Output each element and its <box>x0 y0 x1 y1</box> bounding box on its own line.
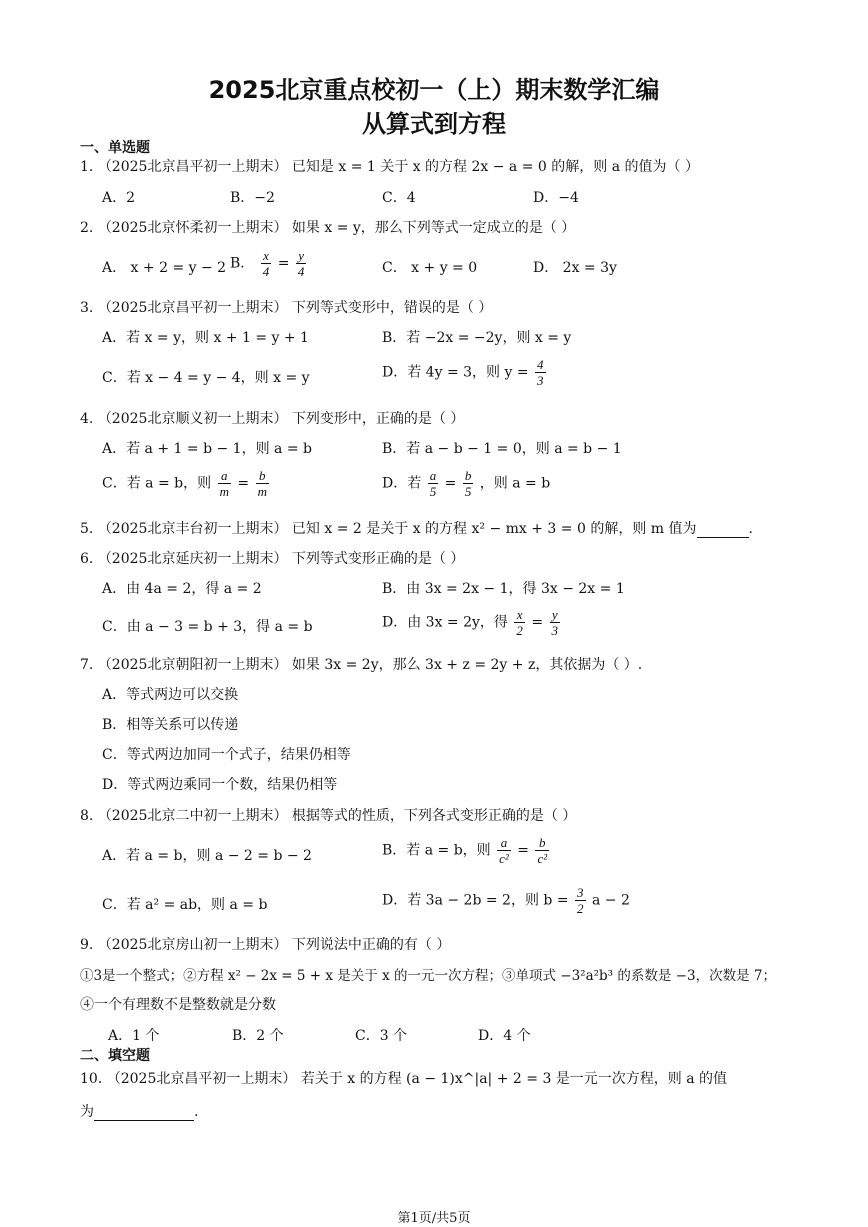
section-heading-fill-in: 二、填空题 <box>80 1048 150 1064</box>
question-8 <box>80 805 576 825</box>
q8-option-b: B．若 a = b，则 $\frac{a}{\text{c²}}$ = $\frac{b}{\text{c²}}$ <box>382 835 548 866</box>
q4-option-a: A．若 a + 1 = b − 1，则 a = b <box>102 441 312 457</box>
question-stem: 下列变形中，正确的是（ ） <box>291 411 465 427</box>
question-3 <box>80 297 492 317</box>
question-source: （2025北京昌平初一上期末） <box>97 300 288 316</box>
q2-option-d: D． 2x = 3y <box>533 260 617 276</box>
answer-blank <box>697 521 749 538</box>
question-number: 10. <box>80 1071 103 1087</box>
question-stem: 已知 x = 2 是关于 x 的方程 x² − mx + 3 = 0 的解，则 m 值为 <box>291 521 697 537</box>
question-6 <box>80 548 464 568</box>
q3-option-d: D．若 4y = 3，则 y = $\frac{4}{3}$ <box>382 357 544 388</box>
q4-option-b: B．若 a − b − 1 = 0，则 a = b − 1 <box>382 441 622 457</box>
q7-option-c: C．等式两边加同一个式子，结果仍相等 <box>102 747 351 763</box>
question-source: （2025北京二中初一上期末） <box>97 808 288 824</box>
q8-option-a: A．若 a = b，则 a − 2 = b − 2 <box>102 848 312 864</box>
question-stem: 已知是 x = 1 关于 x 的方程 2x − a = 0 的解，则 a 的值为（ ） <box>291 159 699 175</box>
q4-option-c: C．若 a = b，则 $\frac{a}{m}$ = $\frac{b}{m}$ <box>102 468 267 499</box>
fraction: $\frac{3}{2}$ <box>577 885 584 916</box>
fraction: $\frac{b}{\text{c²}}$ <box>537 835 548 866</box>
q3-option-a: A．若 x = y，则 x + 1 = y + 1 <box>102 330 309 346</box>
fraction: $\frac{y}{4}$ <box>297 248 305 279</box>
question-source: （2025北京昌平初一上期末） <box>97 159 288 175</box>
q2-option-c: C． x + y = 0 <box>382 260 478 276</box>
q1-option-c: C．4 <box>382 190 416 206</box>
question-2 <box>80 217 575 237</box>
question-source: （2025北京昌平初一上期末） <box>106 1071 297 1087</box>
fraction: $\frac{a}{5}$ <box>429 468 437 499</box>
fraction: $\frac{x}{2}$ <box>516 607 523 638</box>
question-stem: 下列等式变形中，错误的是（ ） <box>291 300 493 316</box>
fraction: $\frac{b}{5}$ <box>464 468 472 499</box>
question-number: 3. <box>80 300 94 316</box>
question-stem: 下列等式变形正确的是（ ） <box>291 551 465 567</box>
q4-option-d: D．若 $\frac{a}{5}$ = $\frac{b}{5}$ ，则 a = b <box>382 468 551 499</box>
question-source: （2025北京朝阳初一上期末） <box>97 657 288 673</box>
q2-option-a: A． x + 2 = y − 2 <box>102 260 227 276</box>
fraction: $\frac{b}{m}$ <box>257 468 267 499</box>
question-number: 4. <box>80 411 94 427</box>
q1-option-a: A．2 <box>102 190 136 206</box>
q10-answer-line: 为 . <box>80 1104 199 1120</box>
question-1 <box>80 156 699 176</box>
section-heading-single-choice: 一、单选题 <box>80 140 150 156</box>
q8-option-d: D．若 3a − 2b = 2，则 b = $\frac{3}{2}$ a − 2 <box>382 885 630 916</box>
question-source: （2025北京顺义初一上期末） <box>97 411 288 427</box>
q7-option-b: B．相等关系可以传递 <box>102 717 239 733</box>
question-number: 1. <box>80 159 94 175</box>
q6-option-d: D．由 3x = 2y，得 $\frac{x}{2}$ = $\frac{y}{3}$ <box>382 607 559 638</box>
q1-option-d: D．−4 <box>533 190 579 206</box>
q1-option-b: B．−2 <box>230 190 275 206</box>
question-number: 7. <box>80 657 94 673</box>
q3-option-c: C．若 x − 4 = y − 4，则 x = y <box>102 370 310 386</box>
question-number: 2. <box>80 220 94 236</box>
q2-option-b: B． $\frac{x}{4}$ = $\frac{y}{4}$ <box>230 248 305 279</box>
question-number: 5. <box>80 521 94 537</box>
question-stem: 下列说法中正确的有（ ） <box>291 937 451 953</box>
question-4 <box>80 408 464 428</box>
q7-option-d: D．等式两边乘同一个数，结果仍相等 <box>102 777 338 793</box>
question-7 <box>80 654 642 674</box>
question-source: （2025北京延庆初一上期末） <box>97 551 288 567</box>
q9-option-b: B．2 个 <box>232 1028 284 1044</box>
page-footer: 第1页/共5页 <box>397 1211 471 1226</box>
question-stem: 如果 x = y，那么下列等式一定成立的是（ ） <box>291 220 576 236</box>
q9-statements-line-1: ①3是一个整式；②方程 x² − 2x = 5 + x 是关于 x 的一元一次方程；③单项式 −3²a²b³ 的系数是 −3，次数是 7； <box>80 968 776 984</box>
fraction: $\frac{a}{\text{c²}}$ <box>499 835 509 866</box>
q9-statements-line-2: ④一个有理数不是整数就是分数 <box>80 997 276 1013</box>
answer-blank <box>94 1104 194 1121</box>
q8-option-c: C．若 a² = ab，则 a = b <box>102 897 268 913</box>
question-source: （2025北京丰台初一上期末） <box>97 521 288 537</box>
q7-option-a: A．等式两边可以交换 <box>102 687 239 703</box>
document-title: 2025北京重点校初一（上）期末数学汇编 <box>208 76 660 104</box>
fraction: $\frac{y}{3}$ <box>551 607 559 638</box>
question-number: 6. <box>80 551 94 567</box>
question-stem: 如果 3x = 2y，那么 3x + z = 2y + z，其依据为（ ）. <box>291 657 643 673</box>
q6-option-b: B．由 3x = 2x − 1，得 3x − 2x = 1 <box>382 581 625 597</box>
question-9 <box>80 934 450 954</box>
q9-option-a: A．1 个 <box>108 1028 160 1044</box>
question-10 <box>80 1068 727 1088</box>
question-number: 9. <box>80 937 94 953</box>
q9-option-d: D．4 个 <box>478 1028 531 1044</box>
question-stem: 根据等式的性质，下列各式变形正确的是（ ） <box>291 808 577 824</box>
question-stem: 若关于 x 的方程 (a − 1)x^|a| + 2 = 3 是一元一次方程，则 a 的值 <box>300 1071 728 1087</box>
q9-option-c: C．3 个 <box>355 1028 408 1044</box>
q3-option-b: B．若 −2x = −2y，则 x = y <box>382 330 572 346</box>
question-5: 5. （2025北京丰台初一上期末） 已知 x = 2 是关于 x 的方程 x² − mx + 3 = 0 的解，则 m 值为 . <box>80 521 753 537</box>
q6-option-a: A．由 4a = 2，得 a = 2 <box>102 581 262 597</box>
question-number: 8. <box>80 808 94 824</box>
fraction: $\frac{x}{4}$ <box>262 248 270 279</box>
question-source: （2025北京房山初一上期末） <box>97 937 288 953</box>
fraction: $\frac{a}{m}$ <box>219 468 229 499</box>
question-source: （2025北京怀柔初一上期末） <box>97 220 288 236</box>
document-subtitle: 从算式到方程 <box>362 110 506 138</box>
q6-option-c: C．由 a − 3 = b + 3，得 a = b <box>102 619 313 635</box>
fraction: $\frac{4}{3}$ <box>537 357 544 388</box>
